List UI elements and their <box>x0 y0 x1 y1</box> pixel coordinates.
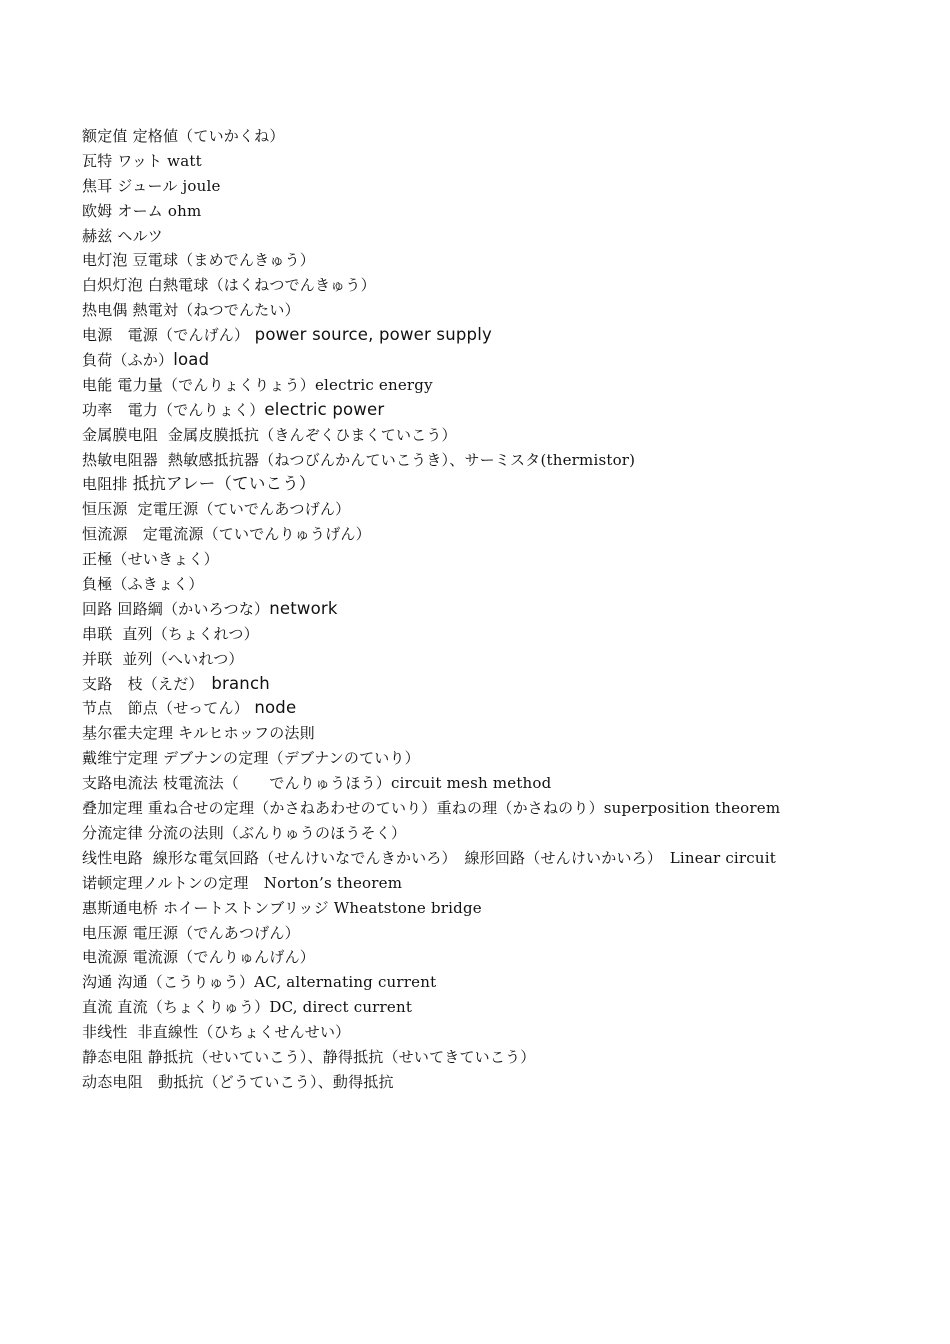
entry-term: 戴维宁定理 デブナンの定理（デブナンのていり） <box>82 749 420 768</box>
entry-english: node <box>248 698 297 718</box>
glossary-entry <box>82 373 922 398</box>
entry-term: 串联 直列（ちょくれつ） <box>82 624 259 643</box>
glossary-entry <box>82 398 922 423</box>
entry-term: 白炽灯泡 白熱電球（はくねつでんきゅう） <box>82 276 376 295</box>
glossary-entry <box>82 921 922 946</box>
glossary-entry <box>82 199 922 224</box>
entry-term: 負極（ふきょく） <box>82 575 204 594</box>
entry-term: 支路 枝（えだ） <box>82 674 212 693</box>
entry-english: electric power <box>264 399 385 419</box>
glossary-entry <box>82 896 922 921</box>
entry-term: 功率 電力（でんりょく） <box>82 400 265 419</box>
entry-english: network <box>269 598 338 618</box>
glossary-entry <box>82 547 922 572</box>
entry-term: 动态电阻 動抵抗（どうていこう）、動得抵抗 <box>82 1072 394 1091</box>
glossary-entry <box>82 746 922 771</box>
glossary-entry <box>82 1045 922 1070</box>
entry-term: 节点 節点（せってん） <box>82 699 249 718</box>
glossary-entry <box>82 423 922 448</box>
glossary-entry <box>82 323 922 348</box>
entry-term: 金属膜电阻 金属皮膜抵抗（きんぞくひまくていこう） <box>82 425 457 444</box>
entry-term: 分流定律 分流の法則（ぶんりゅうのほうそく） <box>82 823 407 842</box>
glossary-entry <box>82 174 922 199</box>
entry-term: 叠加定理 重ね合せの定理（かさねあわせのていり）重ねの理（かさねのり）superposition theorem <box>82 799 781 818</box>
entry-term: 負荷（ふか） <box>82 351 174 370</box>
entry-term: 静态电阻 静抵抗（せいていこう）、静得抵抗（せいてきていこう） <box>82 1047 536 1066</box>
glossary-entry <box>82 1020 922 1045</box>
entry-term: 电源 電源（でんげん） <box>82 326 250 345</box>
glossary-entry <box>82 771 922 796</box>
entry-english: power source, power supply <box>249 325 492 345</box>
entry-term: 赫兹 ヘルツ <box>82 226 163 245</box>
entry-term: 直流 直流（ちょくりゅう）DC, direct current <box>82 998 413 1017</box>
entry-term: 并联 並列（へいれつ） <box>82 649 244 668</box>
glossary-entry <box>82 522 922 547</box>
glossary-entry <box>82 224 922 249</box>
glossary-entry <box>82 970 922 995</box>
entry-term: 正極（せいきょく） <box>82 550 219 569</box>
entry-term: 诺顿定理ノルトンの定理 Norton’s theorem <box>82 873 403 892</box>
glossary-entry <box>82 124 922 149</box>
glossary-entry <box>82 497 922 522</box>
entry-english: 抵抗アレー（ていこう） <box>132 474 316 494</box>
entry-term: 焦耳 ジュール joule <box>82 176 221 195</box>
glossary-entry <box>82 348 922 373</box>
glossary-list <box>82 124 922 1095</box>
entry-term: 恒压源 定電圧源（ていでんあつげん） <box>82 500 351 519</box>
glossary-entry <box>82 696 922 721</box>
glossary-entry <box>82 248 922 273</box>
glossary-entry <box>82 149 922 174</box>
entry-term: 电流源 電流源（でんりゅんげん） <box>82 948 315 967</box>
entry-term: 欧姆 オーム ohm <box>82 201 202 220</box>
glossary-entry <box>82 995 922 1020</box>
glossary-entry <box>82 846 922 871</box>
glossary-entry <box>82 945 922 970</box>
entry-term: 线性电路 線形な電気回路（せんけいなでんきかいろ） 線形回路（せんけいかいろ） Linear circuit <box>82 848 776 867</box>
glossary-entry <box>82 298 922 323</box>
glossary-entry <box>82 597 922 622</box>
entry-term: 电灯泡 豆電球（まめでんきゅう） <box>82 251 315 270</box>
glossary-entry <box>82 1070 922 1095</box>
glossary-entry <box>82 672 922 697</box>
entry-term: 电能 電力量（でんりょくりょう）electric energy <box>82 375 433 394</box>
entry-term: 支路电流法 枝電流法（ でんりゅうほう）circuit mesh method <box>82 774 552 793</box>
glossary-entry <box>82 472 922 497</box>
entry-term: 基尔霍夫定理 キルヒホッフの法則 <box>82 724 315 743</box>
glossary-entry <box>82 273 922 298</box>
entry-term: 电阻排 <box>82 475 133 494</box>
entry-english: load <box>173 350 210 370</box>
entry-term: 非线性 非直線性（ひちょくせんせい） <box>82 1023 351 1042</box>
entry-english: branch <box>211 673 270 693</box>
entry-term: 额定值 定格値（ていかくね） <box>82 127 285 145</box>
glossary-entry <box>82 647 922 672</box>
glossary-entry <box>82 721 922 746</box>
entry-term: 回路 回路綱（かいろつな） <box>82 599 270 618</box>
glossary-entry <box>82 871 922 896</box>
glossary-entry <box>82 622 922 647</box>
entry-term: 热敏电阻器 熱敏感抵抗器（ねつびんかんていこうき）、サーミスタ(thermistor) <box>82 450 636 469</box>
glossary-entry <box>82 448 922 473</box>
glossary-entry <box>82 796 922 821</box>
entry-term: 电压源 電圧源（でんあつげん） <box>82 923 300 942</box>
entry-term: 热电偶 熱電対（ねつでんたい） <box>82 301 300 320</box>
entry-term: 惠斯通电桥 ホイートストンブリッジ Wheatstone bridge <box>82 898 482 917</box>
entry-term: 沟通 沟通（こうりゅう）AC, alternating current <box>82 973 437 992</box>
entry-term: 恒流源 定電流源（ていでんりゅうげん） <box>82 525 371 544</box>
glossary-entry <box>82 572 922 597</box>
entry-term: 瓦特 ワット watt <box>82 151 202 170</box>
glossary-entry <box>82 821 922 846</box>
